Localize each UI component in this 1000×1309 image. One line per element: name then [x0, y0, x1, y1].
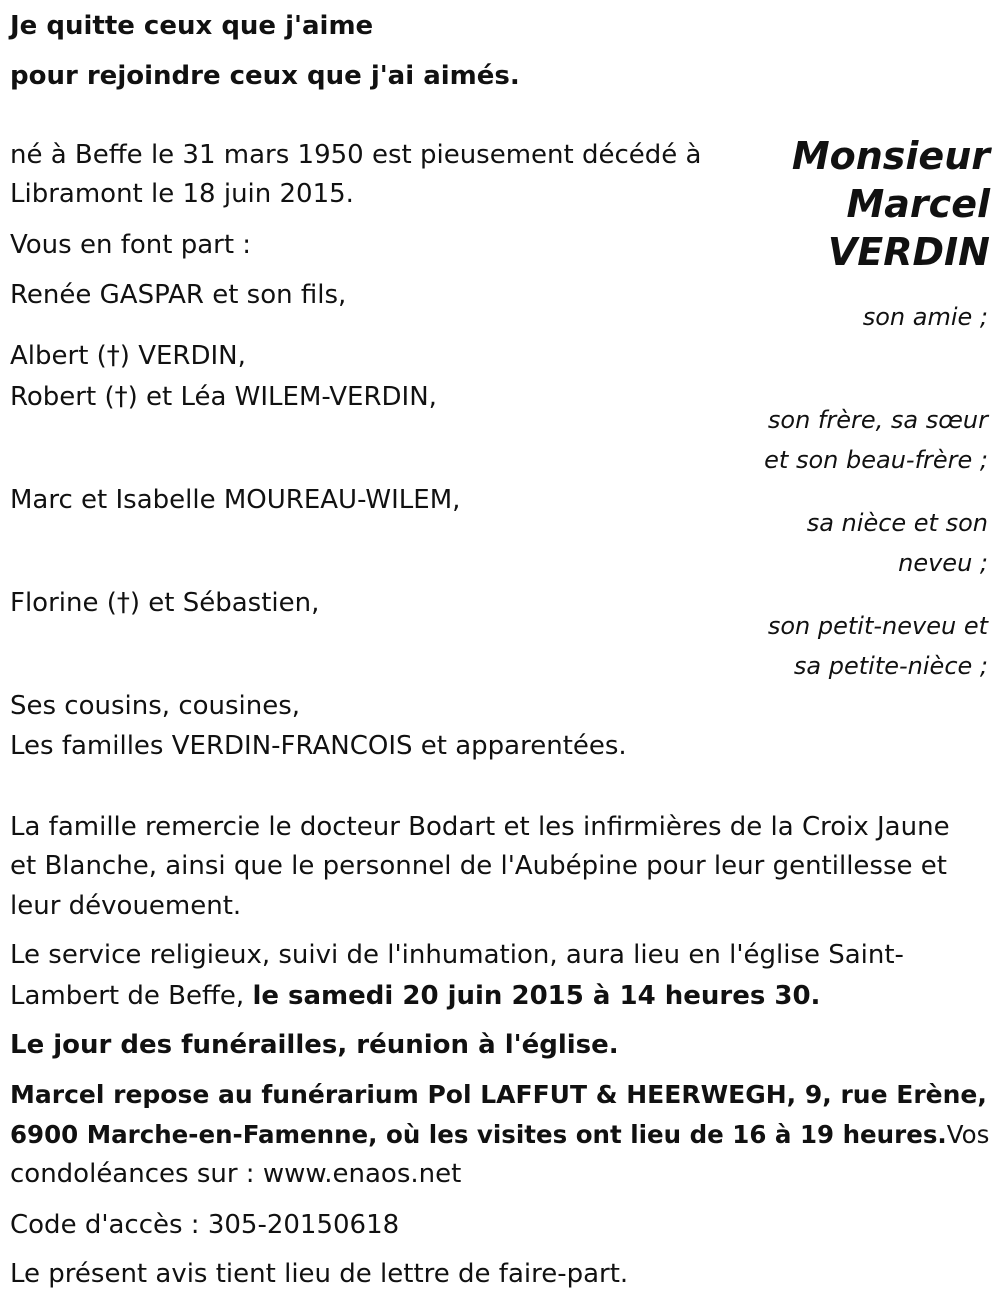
family-entry-line: Albert (†) VERDIN, [10, 341, 246, 371]
family-relation: neveu ; [898, 549, 988, 577]
family-entry-line: Renée GASPAR et son fils, [10, 280, 347, 310]
family-relation: son petit-neveu et [767, 612, 988, 640]
access-code: Code d'accès : 305-20150618 [10, 1210, 400, 1240]
family-relation: et son beau-frère ; [764, 446, 988, 474]
deceased-first-name: Marcel [846, 182, 990, 226]
repose-line-1: Marcel repose au funérarium Pol LAFFUT & HEERWEGH, 9, rue Erène, [10, 1080, 987, 1109]
deceased-last-name: VERDIN [827, 230, 990, 274]
service-date-time: le samedi 20 juin 2015 à 14 heures 30. [252, 981, 821, 1011]
deceased-title: Monsieur [791, 134, 990, 178]
faire-part-notice: Le présent avis tient lieu de lettre de faire-part. [10, 1259, 629, 1289]
birth-death-line-2: Libramont le 18 juin 2015. [10, 179, 354, 209]
service-location: Lambert de Beffe, [10, 981, 253, 1011]
thanks-line: et Blanche, ainsi que le personnel de l'Aubépine pour leur gentillesse et [10, 851, 947, 881]
family-relation: son frère, sa sœur [767, 406, 988, 434]
repose-visits: 6900 Marche-en-Famenne, où les visites ont lieu de 16 à 19 heures. [10, 1120, 947, 1149]
family-entry-line: Marc et Isabelle MOUREAU-WILEM, [10, 485, 461, 515]
service-line-1: Le service religieux, suivi de l'inhumation, aura lieu en l'église Saint- [10, 940, 904, 970]
extended-family-line: Ses cousins, cousines, [10, 691, 301, 721]
extended-family-line: Les familles VERDIN-FRANCOIS et apparentées. [10, 731, 627, 761]
meeting-notice: Le jour des funérailles, réunion à l'église. [10, 1030, 619, 1060]
service-line-2 [10, 978, 820, 1014]
birth-death-line-1: né à Beffe le 31 mars 1950 est pieusement décédé à [10, 140, 702, 170]
repose-tail: Vos [946, 1120, 990, 1149]
family-relation: sa nièce et son [806, 509, 988, 537]
epitaph-line-2: pour rejoindre ceux que j'ai aimés. [10, 61, 520, 91]
thanks-line: leur dévouement. [10, 891, 242, 921]
family-entry-line: Robert (†) et Léa WILEM-VERDIN, [10, 382, 437, 412]
announcement-intro: Vous en font part : [10, 230, 252, 260]
condolences-line: condoléances sur : www.enaos.net [10, 1159, 462, 1189]
thanks-line: La famille remercie le docteur Bodart et les infirmières de la Croix Jaune [10, 812, 950, 842]
repose-line-2 [10, 1117, 989, 1153]
family-relation: son amie ; [862, 303, 988, 331]
epitaph-line-1: Je quitte ceux que j'aime [10, 11, 374, 41]
family-entry-line: Florine (†) et Sébastien, [10, 588, 320, 618]
family-relation: sa petite-nièce ; [793, 652, 988, 680]
